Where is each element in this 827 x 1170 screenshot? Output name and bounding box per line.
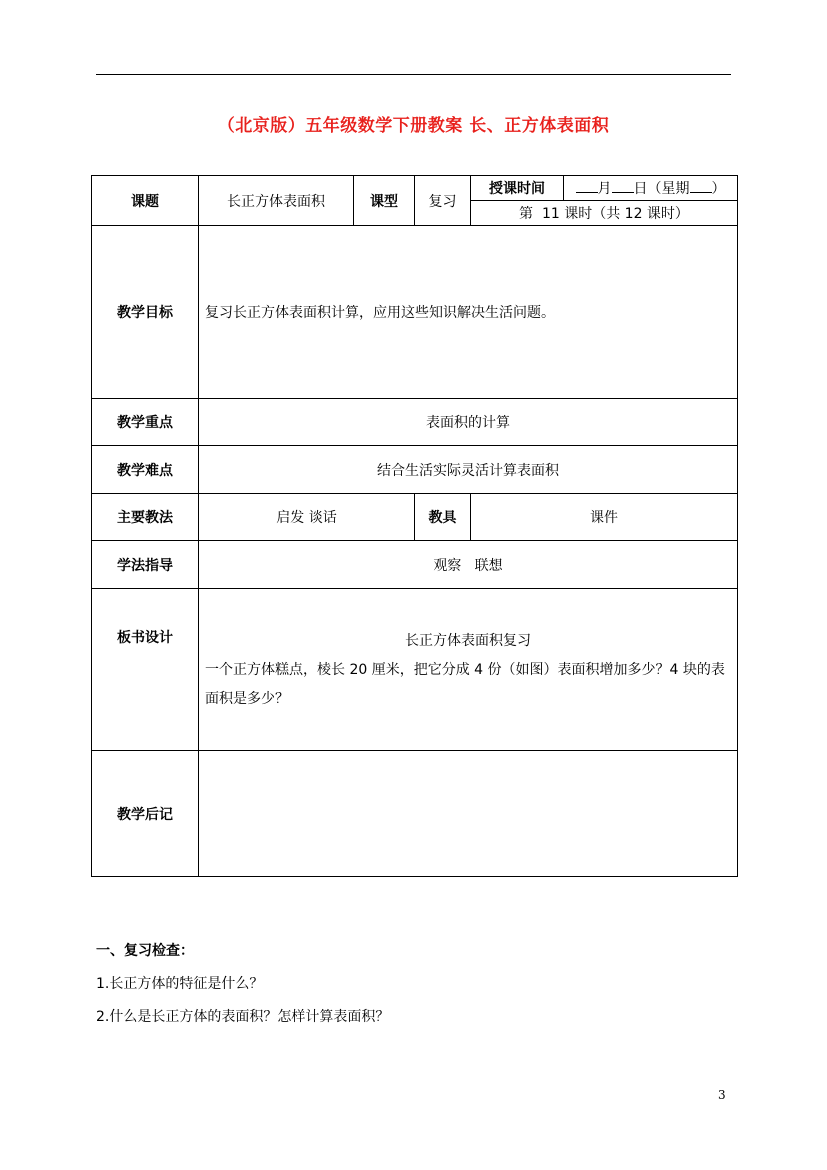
key-label: 教学重点 — [92, 399, 199, 446]
difficulty-label: 教学难点 — [92, 446, 199, 494]
board-title: 长正方体表面积复习 — [405, 633, 531, 649]
topic-label: 课题 — [92, 176, 199, 226]
type-label: 课型 — [354, 176, 415, 226]
board-content — [199, 589, 738, 751]
goal-label: 教学目标 — [92, 226, 199, 399]
header-rule — [96, 74, 731, 75]
review-heading: 一、复习检查： — [96, 943, 194, 959]
month-text: 月 — [597, 181, 612, 197]
weekday-blank — [690, 180, 712, 193]
guide-label: 学法指导 — [92, 541, 199, 589]
goal-value: 复习长正方体表面积计算，应用这些知识解决生活问题。 — [199, 226, 738, 399]
tools-label: 教具 — [415, 494, 471, 541]
page-number: 3 — [718, 1088, 726, 1102]
notes-value — [199, 751, 738, 877]
method-value: 启发 谈话 — [199, 494, 415, 541]
period-text: 第 11 课时（共 12 课时） — [471, 201, 738, 226]
topic-value: 长正方体表面积 — [199, 176, 354, 226]
notes-label: 教学后记 — [92, 751, 199, 877]
review-question-2: 2.什么是长正方体的表面积？怎样计算表面积？ — [96, 1009, 390, 1025]
date-field — [564, 176, 738, 201]
type-value: 复习 — [415, 176, 471, 226]
lesson-plan-table — [91, 175, 738, 877]
guide-value: 观察 联想 — [199, 541, 738, 589]
tools-value: 课件 — [471, 494, 738, 541]
day-text: 日（星期 — [633, 181, 690, 197]
board-text: 一个正方体糕点，棱长 20 厘米，把它分成 4 份（如图）表面积增加多少？4 块的表面积是多少？ — [205, 662, 725, 707]
document-title: （北京版）五年级数学下册教案 长、正方体表面积 — [217, 116, 610, 136]
difficulty-value: 结合生活实际灵活计算表面积 — [199, 446, 738, 494]
date-close: ） — [711, 181, 726, 197]
board-label: 板书设计 — [92, 589, 199, 751]
method-label: 主要教法 — [92, 494, 199, 541]
review-question-1: 1.长正方体的特征是什么？ — [96, 976, 264, 992]
day-blank — [612, 180, 634, 193]
month-blank — [576, 180, 598, 193]
key-value: 表面积的计算 — [199, 399, 738, 446]
time-label: 授课时间 — [471, 176, 564, 201]
